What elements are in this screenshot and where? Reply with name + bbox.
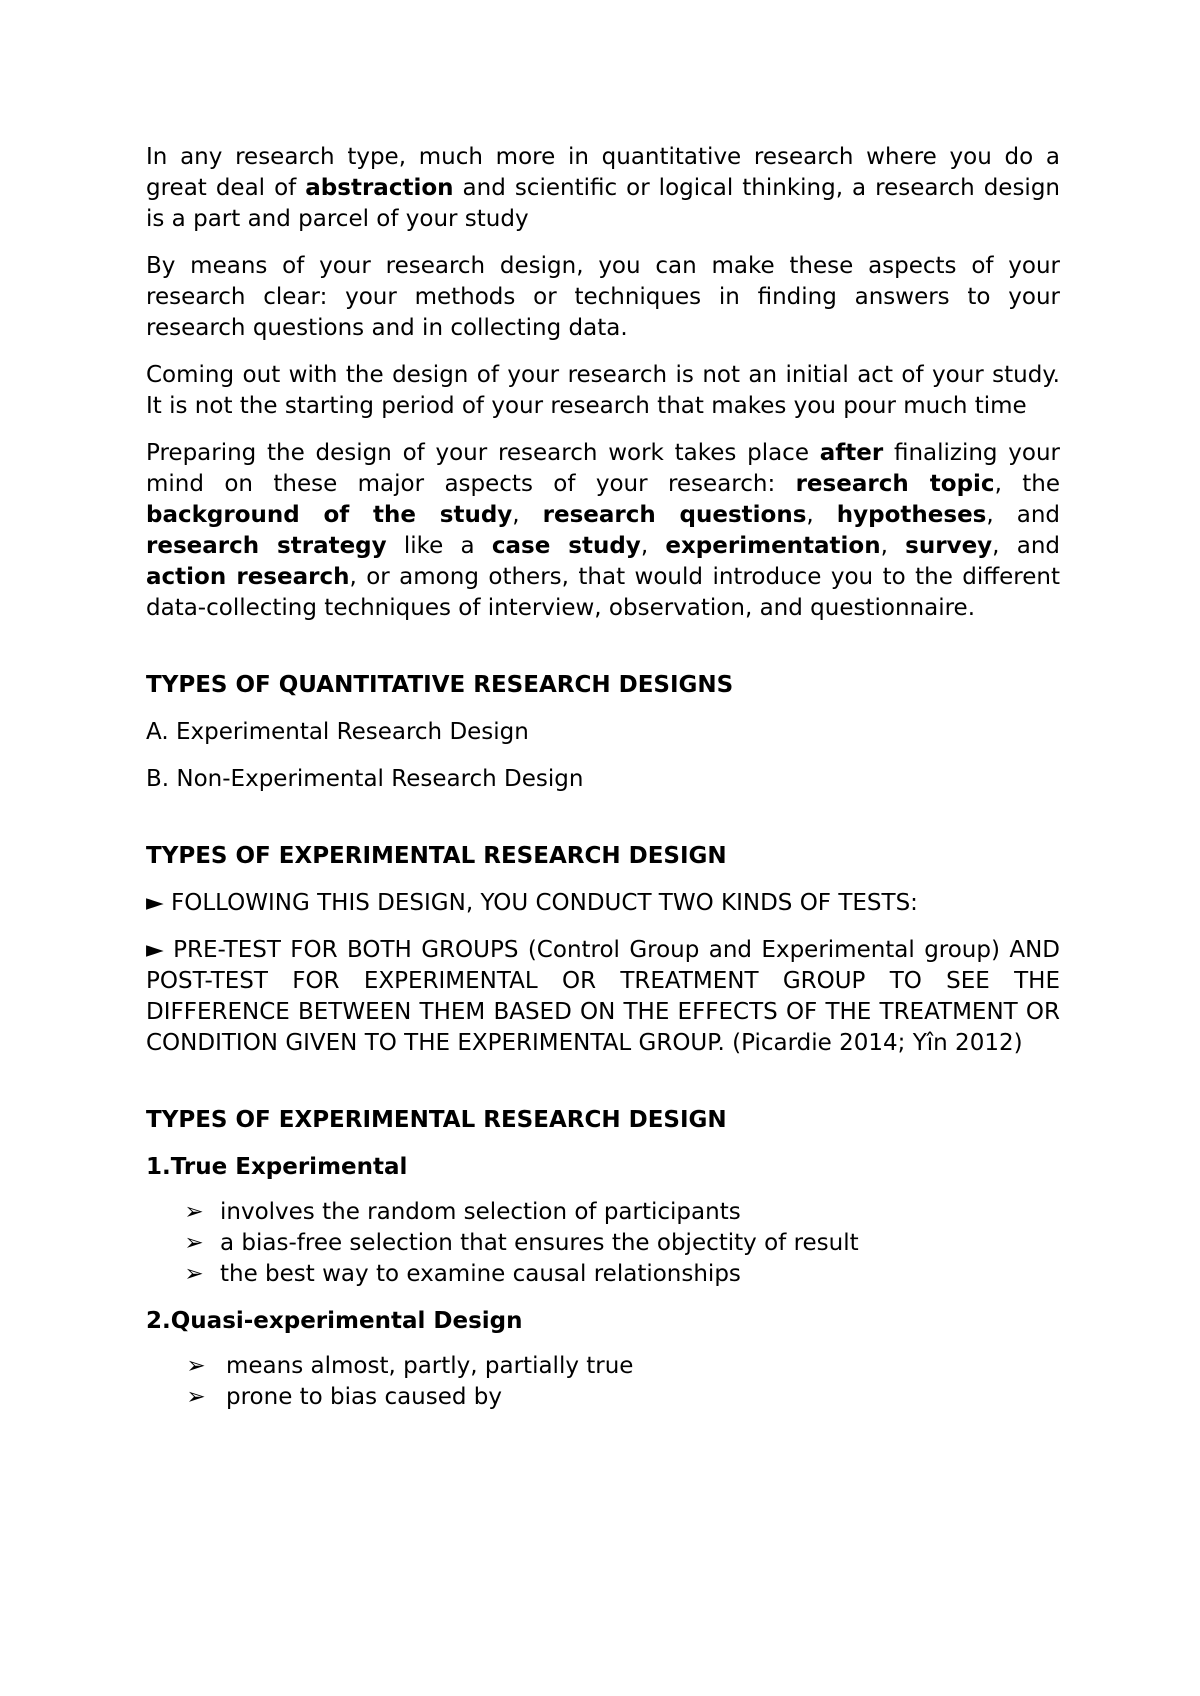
list-item	[146, 1197, 1060, 1228]
document-page	[146, 142, 1060, 1429]
pointer-icon: ►	[146, 890, 164, 916]
pointer-item-text: PRE-TEST FOR BOTH GROUPS (Control Group and Experimental group) AND POST-TEST FOR EXPERIMENTAL OR TREATMENT GROUP TO SEE THE DIFFERENCE BETWEEN THEM BASED ON THE EFFECTS OF THE TREATMENT OR CONDITION GIVEN TO THE EXPERIMENTAL GROUP. (Picardie 2014; Yîn 2012)	[146, 937, 1061, 1056]
paragraph-text: ,	[806, 502, 837, 528]
paragraph-coming-out	[146, 360, 1060, 422]
paragraph-intro	[146, 142, 1060, 235]
paragraph-text: ,	[512, 502, 543, 528]
paragraph-research-design	[146, 251, 1060, 344]
paragraph-text: finalizing your mind on these major aspects of your research:	[146, 440, 1060, 497]
list-item	[146, 1382, 1060, 1413]
pointer-item	[146, 935, 1060, 1059]
arrowhead-bullet-icon: ➢	[186, 1384, 206, 1410]
bold-term-research-topic: research topic	[795, 471, 995, 497]
paragraph-preparing	[146, 438, 1060, 624]
arrowhead-bullet-icon: ➢	[186, 1353, 206, 1379]
paragraph-text: ,	[880, 533, 906, 559]
arrowhead-bullet-icon: ➢	[184, 1230, 204, 1256]
section-heading-experimental-design-types: TYPES OF EXPERIMENTAL RESEARCH DESIGN	[146, 1107, 727, 1133]
list-item-text: a bias-free selection that ensures the objectity of result	[220, 1230, 859, 1256]
bold-term-research-strategy: research strategy	[146, 533, 387, 559]
list-item-text: the best way to examine causal relationships	[220, 1261, 741, 1287]
paragraph-text: By means of your research design, you can make these aspects of your research clear: your methods or techniques in finding answers to your research questions and in collecting data.	[146, 253, 1060, 341]
paragraph-text: , or among others, that would introduce you to the different data-collecting techniques of interview, observation, and questionnaire.	[146, 564, 1060, 621]
paragraph-text: In any research type, much more in quantitative research where you do a great deal of	[146, 144, 1060, 201]
list-item	[146, 1259, 1060, 1290]
subheading-quasi-experimental: 2.Quasi-experimental Design	[146, 1308, 523, 1334]
section-heading-experimental-design: TYPES OF EXPERIMENTAL RESEARCH DESIGN	[146, 843, 727, 869]
paragraph-text: and scientific or logical thinking, a research design is a part and parcel of your study	[146, 175, 1060, 232]
bullet-list-quasi-experimental	[146, 1351, 1060, 1413]
paragraph-text: Coming out with the design of your research is not an initial act of your study. It is not the starting period of your research that makes you pour much time	[146, 362, 1060, 419]
pointer-icon: ►	[146, 937, 164, 963]
arrowhead-bullet-icon: ➢	[184, 1261, 204, 1287]
paragraph-text: , the	[994, 471, 1061, 497]
bullet-list-true-experimental	[146, 1197, 1060, 1290]
list-item: B. Non-Experimental Research Design	[146, 766, 584, 792]
bold-term-hypotheses: hypotheses	[836, 502, 987, 528]
list-item-text: means almost, partly, partially true	[226, 1353, 634, 1379]
bold-term-case-study: case study	[491, 533, 641, 559]
section-heading-quantitative-designs: TYPES OF QUANTITATIVE RESEARCH DESIGNS	[146, 672, 734, 698]
arrowhead-bullet-icon: ➢	[184, 1199, 204, 1225]
bold-term-abstraction: abstraction	[305, 175, 454, 201]
pointer-item-text: FOLLOWING THIS DESIGN, YOU CONDUCT TWO KINDS OF TESTS:	[171, 890, 918, 916]
list-item	[146, 1351, 1060, 1382]
paragraph-text: ,	[640, 533, 666, 559]
bold-term-action-research: action research	[146, 564, 350, 590]
paragraph-text: Preparing the design of your research work takes place	[146, 440, 820, 466]
subheading-true-experimental: 1.True Experimental	[146, 1154, 408, 1180]
list-item	[146, 1228, 1060, 1259]
bold-term-research-questions: research questions	[542, 502, 807, 528]
bold-term-survey: survey	[905, 533, 993, 559]
list-item-text: prone to bias caused by	[226, 1384, 503, 1410]
paragraph-text: , and	[992, 533, 1060, 559]
bold-term-experimentation: experimentation	[665, 533, 881, 559]
paragraph-text: like a	[386, 533, 492, 559]
pointer-item	[146, 888, 1060, 919]
bold-term-after: after	[819, 440, 884, 466]
paragraph-text: , and	[986, 502, 1061, 528]
list-item: A. Experimental Research Design	[146, 719, 529, 745]
list-item-text: involves the random selection of participants	[220, 1199, 741, 1225]
bold-term-background: background of the study	[146, 502, 513, 528]
